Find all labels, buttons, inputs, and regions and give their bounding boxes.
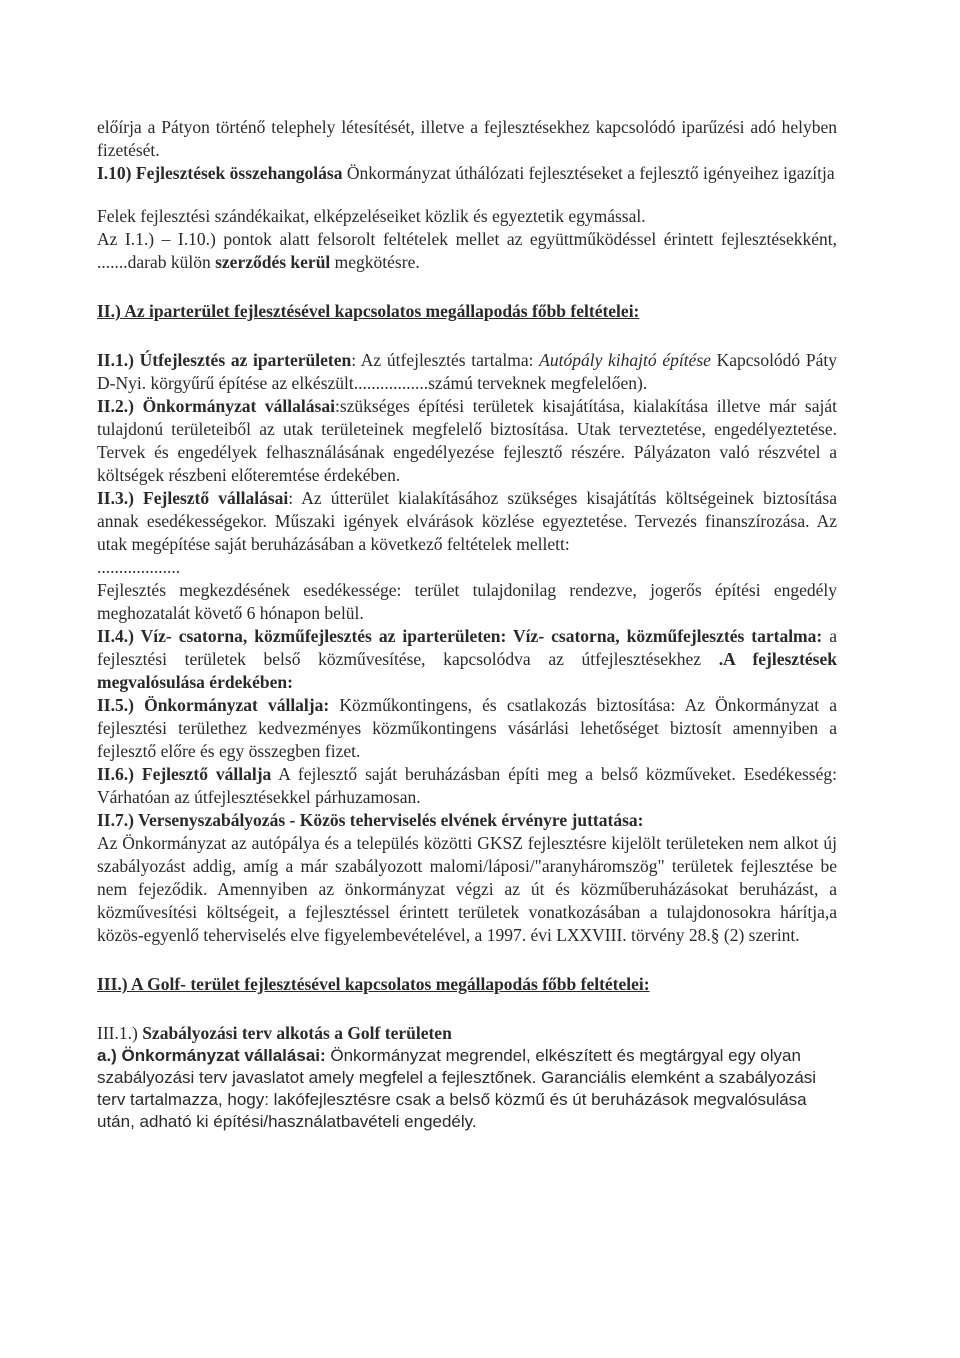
paragraph-intro: előírja a Pátyon történő telephely létesítését, illetve a fejlesztésekhez kapcsolódó iparűzési adó helyben fizetését.	[97, 117, 837, 160]
text-ii1-b: Kapcsolódó Páty D-Nyi. körgyűrű építése az elkészült.................számú terveknek megfelelően).	[97, 350, 837, 393]
text-ii1-italic: Autópály kihajtó építése	[539, 350, 711, 370]
heading-ii7: II.7.) Versenyszabályozás - Közös teherviselés elvének érvényre juttatása:	[97, 810, 644, 830]
heading-iii1: Szabályozási terv alkotás a Golf területen	[142, 1023, 452, 1043]
text-ii2: :szükséges építési területek kisajátítása, kialakítása illetve már saját tulajdonú területeiből az utak területeinek megfelelő biztosítása. Utak terveztetése, engedélyeztetése. Tervek és engedélyek felhasználásának engedélyezése fejlesztő részére. Pályázaton való részvétel a költségek részbeni előteremtése érdekében.	[97, 396, 837, 485]
paragraph-ii5	[97, 694, 837, 763]
section-heading-iii: III.) A Golf- terület fejlesztésével kapcsolatos megállapodás főbb feltételei:	[97, 974, 650, 994]
paragraph-ii4	[97, 625, 837, 694]
paragraph-i10	[97, 162, 837, 185]
paragraph-ii3-dots: ...................	[97, 557, 181, 577]
heading-ii6: II.6.) Fejlesztő vállalja	[97, 764, 272, 784]
text-ii6: A fejlesztő saját beruházásban építi meg a belső közműveket. Esedékesség: Várhatóan az útfejlesztésekkel párhuzamosan.	[97, 764, 838, 807]
paragraph-ii2	[97, 395, 837, 487]
section-heading-ii: II.) Az iparterület fejlesztésével kapcsolatos megállapodás főbb feltételei:	[97, 301, 640, 321]
text-ii1-a: : Az útfejlesztés tartalma:	[351, 350, 540, 370]
paragraph-ii7-heading	[97, 809, 837, 832]
heading-ii1: II.1.) Útfejlesztés az iparterületen	[97, 350, 352, 370]
text-pontok-bold: szerződés kerül	[215, 252, 331, 272]
heading-ii4: II.4.) Víz- csatorna, közműfejlesztés az iparterületen: Víz- csatorna, közműfejlesztés tartalma:	[97, 626, 823, 646]
paragraph-iii1	[97, 1022, 837, 1045]
text-ii5: Közműkontingens, és csatlakozás biztosítása: Az Önkormányzat a fejlesztési területhez kedvezményes közműkontingens vásárlási lehetőséget biztosít amennyiben a fejlesztő előre és egy összegben fizet.	[97, 695, 837, 761]
text-iii-a: Önkormányzat megrendel, elkészített és megtárgyal egy olyan szabályozási terv javaslatot amely megfelel a fejlesztőnek. Garanciális elemként a szabályozási terv tartalmazza, hogy: lakófejlesztésre csak a belső közmű és út beruházások megvalósulása után, adható ki építési/használatbavételi engedély.	[97, 1046, 817, 1131]
text-ii4: a fejlesztési területek belső közművesítése, kapcsolódva az útfejlesztésekhez	[97, 626, 837, 669]
paragraph-iii-a	[97, 1045, 837, 1133]
paragraph-felek: Felek fejlesztési szándékaikat, elképzeléseiket közlik és egyeztetik egymással.	[97, 206, 646, 226]
text-i10: Önkormányzat úthálózati fejlesztéseket a fejlesztő igényeihez igazítja	[342, 163, 835, 183]
heading-ii3: II.3.) Fejlesztő vállalásai	[97, 488, 289, 508]
heading-i10: I.10) Fejlesztések összehangolása	[97, 163, 343, 183]
paragraph-pontok	[97, 228, 837, 274]
text-pontok-a: Az I.1.) – I.10.) pontok alatt felsorolt feltételek mellet az együttműködéssel érintett fejlesztésekként, .......darab külön	[97, 229, 837, 272]
text-pontok-c: megkötésre.	[330, 252, 420, 272]
paragraph-ii3	[97, 487, 837, 556]
document-body	[97, 116, 837, 1133]
text-ii4-bold: .A fejlesztések megvalósulása érdekében:	[97, 649, 837, 692]
paragraph-ii7: Az Önkormányzat az autópálya és a település közötti GKSZ fejlesztésre kijelölt területeken nem alkot új szabályozást addig, amíg a már szabályozott malomi/láposi/"aranyháromszög" területek fejlesztése be nem fejeződik. Amennyiben az önkormányzat végzi az út és közműberuházásokat beruházást, a közművesítési költségeit, a fejlesztéssel érintett területek vonatkozásában a tulajdonosokra hárítja,a közös-egyenlő teherviselés elve figyelembevételével, a 1997. évi LXXVIII. törvény 28.§ (2) szerint.	[97, 833, 837, 945]
heading-ii5: II.5.) Önkormányzat vállalja:	[97, 695, 330, 715]
paragraph-ii6	[97, 763, 837, 809]
heading-iii-a: a.) Önkormányzat vállalásai:	[97, 1046, 326, 1065]
paragraph-ii3-cont: Fejlesztés megkezdésének esedékessége: terület tulajdonilag rendezve, jogerős építési engedély meghozatalát követő 6 hónapon belül.	[97, 580, 837, 623]
text-iii1-prefix: III.1.)	[97, 1023, 143, 1043]
heading-ii2: II.2.) Önkormányzat vállalásai	[97, 396, 335, 416]
paragraph-ii1	[97, 349, 837, 395]
text-ii3: : Az útterület kialakításához szükséges kisajátítás költségeinek biztosítása annak esedékességekor. Műszaki igények elvárások közlése egyeztetése. Tervezés finanszírozása. Az utak megépítése saját beruházásában a következő feltételek mellett:	[97, 488, 837, 554]
